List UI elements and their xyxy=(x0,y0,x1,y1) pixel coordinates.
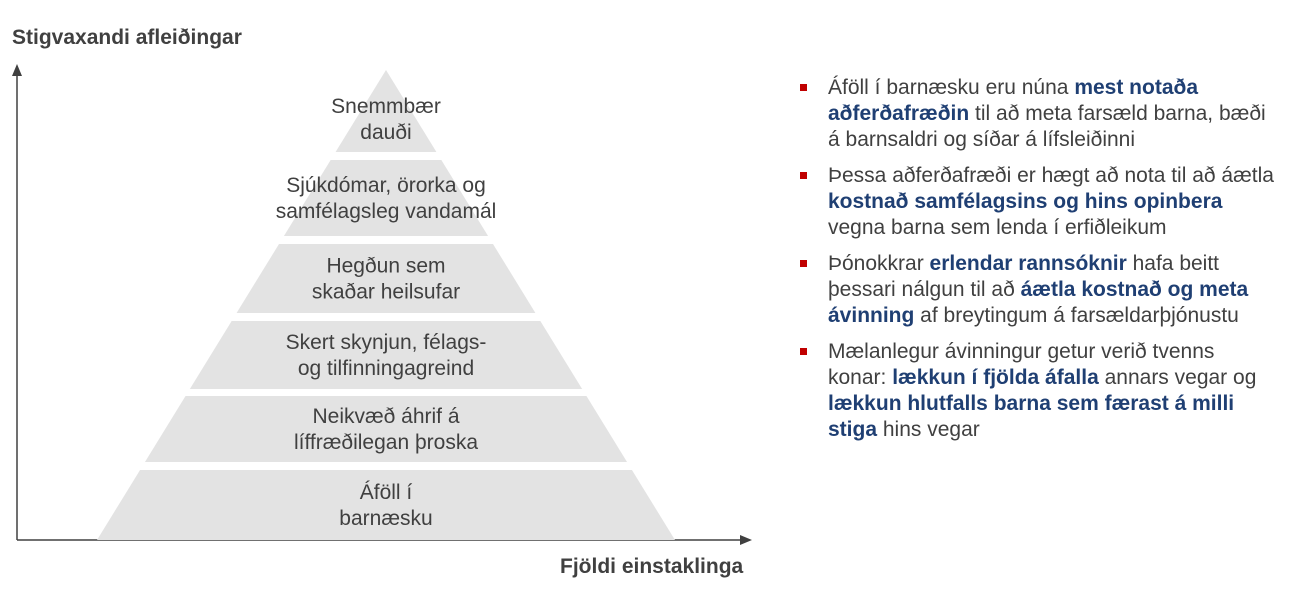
bullet-text: til að meta farsæld barna, bæði á barnsaldri og síðar á lífsleiðinni xyxy=(828,102,1266,151)
x-axis-title: Fjöldi einstaklinga xyxy=(560,555,744,578)
bullet-marker-icon xyxy=(800,348,807,355)
pyramid-tier-label: samfélagsleg vandamál xyxy=(275,200,497,223)
pyramid-tier xyxy=(284,160,488,236)
bullet-item xyxy=(796,163,1276,241)
bullet-highlight: lækkun hlutfalls barna sem færast á milli stiga xyxy=(828,392,1235,441)
bullet-highlight: erlendar rannsóknir xyxy=(929,252,1127,275)
pyramid-tier-label: og tilfinningagreind xyxy=(297,357,475,380)
bullet-text: Þónokkrar xyxy=(828,252,930,275)
pyramid-tier-label: Skert skynjun, félags- xyxy=(285,331,487,354)
pyramid-tiers xyxy=(97,70,675,540)
pyramid-tier-label: dauði xyxy=(360,121,412,144)
pyramid-tier-label: Neikvæð áhrif á xyxy=(312,405,460,428)
bullet-text: af breytingum á farsældarþjónustu xyxy=(914,304,1239,327)
pyramid-tier-label: barnæsku xyxy=(339,507,433,530)
pyramid-tier-label: Snemmbær xyxy=(331,95,441,118)
y-axis-arrowhead xyxy=(12,64,22,76)
bullet-item xyxy=(796,251,1276,329)
bullet-text: Mælanlegur ávinningur getur verið tvenns konar: xyxy=(828,340,1215,389)
bullet-highlight: lækkun í fjölda áfalla xyxy=(892,366,1099,389)
bullet-highlight: mest notaða aðferðafræðin xyxy=(828,76,1199,125)
bullet-text: annars vegar og xyxy=(1098,366,1257,389)
bullet-highlight: áætla kostnað og meta ávinning xyxy=(828,278,1249,327)
bullet-text: vegna barna sem lenda í erfiðleikum xyxy=(828,216,1167,239)
bullet-item xyxy=(796,75,1276,153)
bullet-highlight: kostnað samfélagsins og hins opinbera xyxy=(828,190,1223,213)
bullet-text: Áföll í barnæsku eru núna xyxy=(828,76,1075,99)
bullet-item xyxy=(796,339,1276,443)
pyramid-tier-label: líffræðilegan þroska xyxy=(293,431,479,454)
pyramid-tier-label: Sjúkdómar, örorka og xyxy=(286,174,486,197)
bullet-list xyxy=(796,75,1276,453)
bullet-marker-icon xyxy=(800,84,807,91)
bullet-text: Þessa aðferðafræði er hægt að nota til að áætla xyxy=(828,164,1274,187)
pyramid-tier-label: Áföll í xyxy=(359,481,413,504)
bullet-marker-icon xyxy=(800,260,807,267)
x-axis-arrowhead xyxy=(740,535,752,545)
pyramid-tier-label: Hegðun sem xyxy=(326,254,446,278)
pyramid-tier-label: skaðar heilsufar xyxy=(311,280,461,304)
bullet-text: hins vegar xyxy=(877,418,980,441)
bullet-marker-icon xyxy=(800,172,807,179)
y-axis-title: Stigvaxandi afleiðingar xyxy=(12,26,242,49)
bullet-text: hafa beitt þessari nálgun til að xyxy=(828,252,1220,301)
